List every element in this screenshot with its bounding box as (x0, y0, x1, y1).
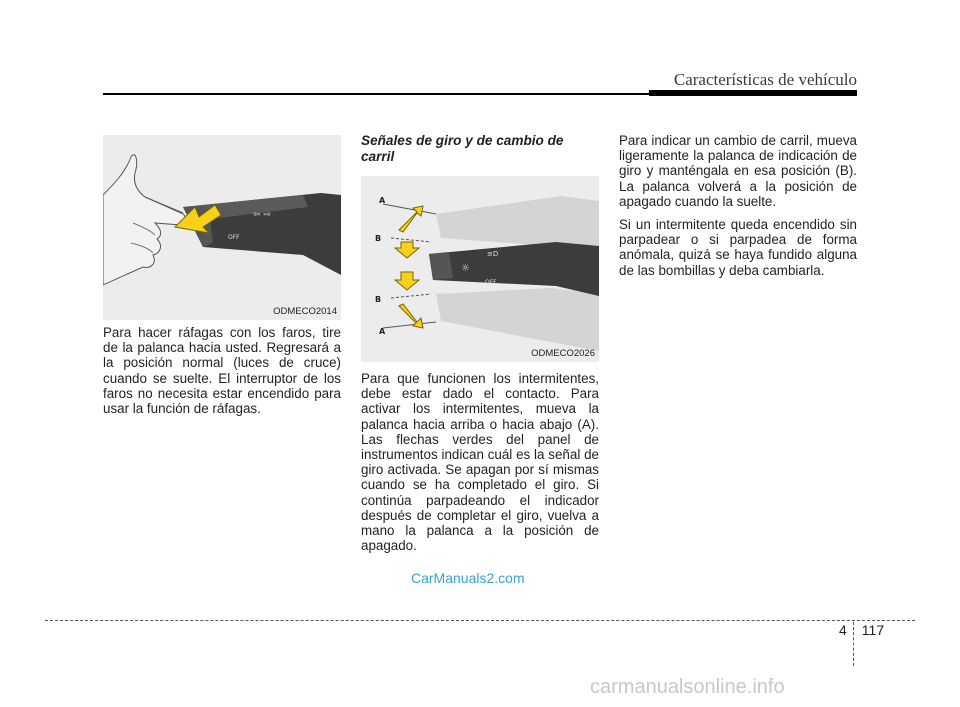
section-heading-turn-signals: Señales de giro y de cambio de carril (361, 133, 564, 164)
column-3 (619, 133, 857, 286)
watermark-link[interactable]: CarManuals2.com (411, 570, 525, 586)
header-rule-accent (649, 90, 857, 96)
svg-text:⇦ ⇨: ⇦ ⇨ (253, 210, 271, 220)
up-arrow-icon-a (399, 206, 423, 232)
paragraph-lane-change: Para indicar un cambio de carril, mueva ligeramente la palanca de indicación de giro y manténgala en esa posición (B). La palanca volverá a la posición de apagado cuando la suelte. (619, 133, 857, 209)
figure-code-2: ODMECO2026 (531, 348, 595, 359)
label-b-bottom: B (375, 295, 382, 304)
down-arrow-icon-b (395, 272, 419, 290)
up-arrow-icon-b (395, 242, 419, 258)
figure-headlight-flash (103, 135, 341, 320)
column-2 (361, 371, 599, 561)
label-a-bottom: A (379, 327, 386, 336)
footer-rule (45, 620, 915, 621)
page-separator (853, 622, 854, 666)
figure-code-1: ODMECO2014 (273, 306, 337, 317)
lever-illustration-1 (103, 135, 341, 320)
label-b-top: B (375, 234, 382, 243)
page-number-value: 117 (861, 622, 885, 638)
svg-text:☼: ☼ (461, 263, 470, 274)
paragraph-bulb-warning: Si un intermitente queda encendido sin parpadear o si parpadea de forma anómala, quizá se haya fundido alguna de las bombillas y deba cambiarla. (619, 217, 857, 278)
page-number (839, 622, 884, 666)
svg-text:OFF: OFF (485, 279, 497, 286)
paragraph-flash: Para hacer ráfagas con los faros, tire de la palanca hacia usted. Regresará a la posición normal (luces de cruce) cuando se suelte. El interruptor de los faros no necesita estar encendido para usar la función de ráfagas. (103, 325, 341, 417)
paragraph-turn-signals: Para que funcionen los intermitentes, debe estar dado el contacto. Para activar los intermitentes, mueva la palanca hacia arriba o hacia abajo (A). Las flechas verdes del panel de instrumentos indican cuál es la señal de giro activada. Se apagan por sí mismas cuando se ha completado el giro. Si continúa parpadeando el indicador después de completar el giro, vuelva a mano la palanca a la posición de apagado. (361, 371, 599, 554)
figure-turn-signal-positions (361, 176, 599, 362)
label-a-top: A (379, 196, 386, 205)
svg-text:≡D: ≡D (487, 250, 499, 258)
bottom-watermark[interactable]: carmanualsonline.info (590, 676, 785, 698)
column-1 (103, 325, 341, 424)
header-title: Características de vehículo (673, 70, 857, 89)
chapter-number: 4 (839, 622, 847, 638)
lever-illustration-2 (361, 176, 599, 362)
svg-text:OFF: OFF (228, 234, 240, 241)
